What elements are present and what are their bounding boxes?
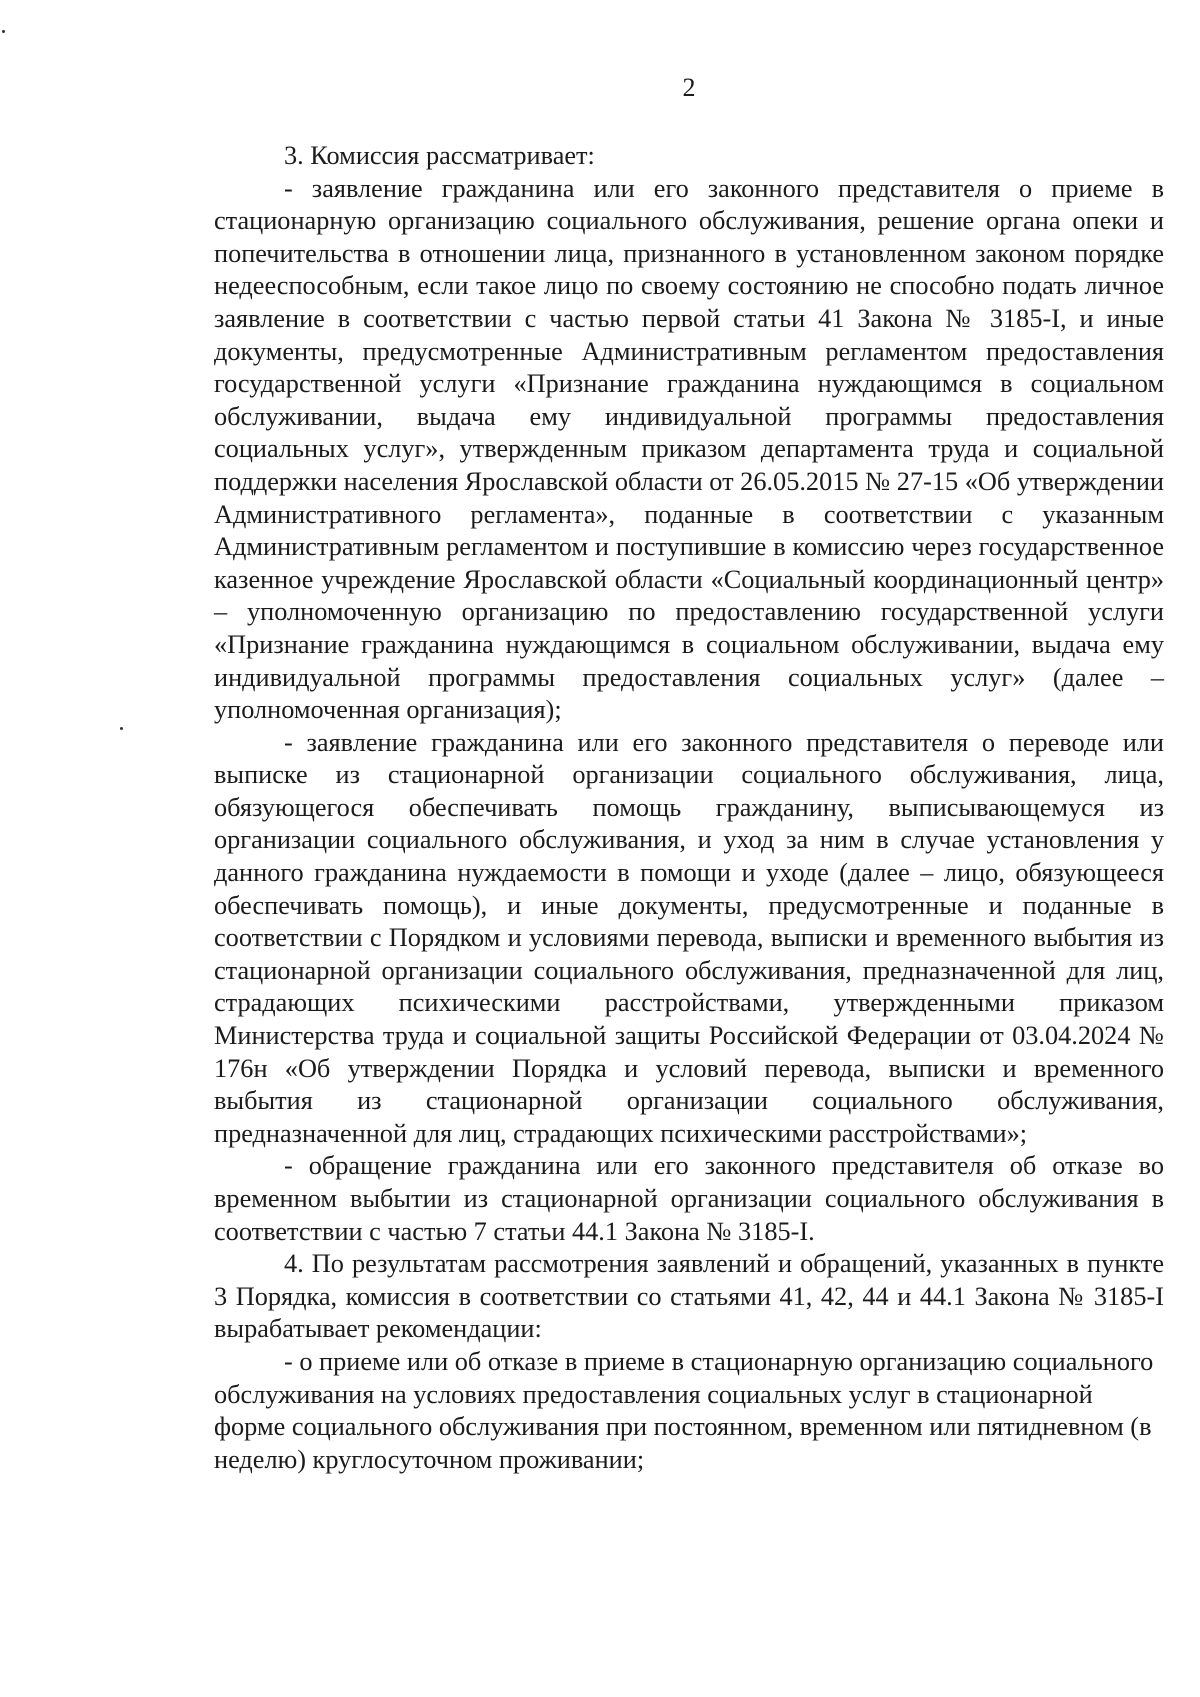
paragraph-refusal-appeal: - обращение гражданина или его законного представителя об отказе во временном выбытии из стационарной организации социального обслуживания в соответствии с частью 7 статьи 44.1 Закона № 3185-I. (214, 1151, 1164, 1246)
scan-speck (2, 30, 5, 33)
document-body (214, 140, 1164, 1476)
scan-speck (120, 727, 123, 730)
paragraph-transfer-application: - заявление гражданина или его законного представителя о переводе или выписке из стационарной организации социального обслуживания, лица, обязующегося обеспечивать помощь гражданину, выписывающемуся из организации социального обслуживания, и уход за ним в случае установления у данного гражданина нуждаемости в помощи и уходе (далее – лицо, обязующееся обеспечивать помощь), и иные документы, предусмотренные и поданные в соответствии с Порядком и условиями перевода, выписки и временного выбытия из стационарной организации социального обслуживания, предназначенной для лиц, страдающих психическими расстройствами, утвержденными приказом Министерства труда и социальной защиты Российской Федерации от 03.04.2024 № 176н «Об утверждении Порядка и условий перевода, выписки и временного выбытия из стационарной организации социального обслуживания, предназначенной для лиц, страдающих психическими расстройствами»; (214, 727, 1164, 1148)
page-number: 2 (682, 73, 696, 102)
section-3-heading: 3. Комиссия рассматривает: (284, 141, 595, 170)
paragraph-admission-application: - заявление гражданина или его законного представителя о приеме в стационарную организацию социального обслуживания, решение органа опеки и попечительства в отношении лица, признанного в установленном законом порядке недееспособным, если такое лицо по своему состоянию не способно подать личное заявление в соответствии с частью первой статьи 41 Закона № 3185-I, и иные документы, предусмотренные Административным регламентом предоставления государственной услуги «Признание гражданина нуждающимся в социальном обслуживании, выдача ему индивидуальной программы предоставления социальных услуг», утвержденным приказом департамента труда и социальной поддержки населения Ярославской области от 26.05.2015 № 27-15 «Об утверждении Административного регламента», поданные в соответствии с указанным Административным регламентом и поступившие в комиссию через государственное казенное учреждение Ярославской области «Социальный координационный центр» – уполномоченную организацию по предоставлению государственной услуги «Признание гражданина нуждающимся в социальном обслуживании, выдача ему индивидуальной программы предоставления социальных услуг» (далее – уполномоченная организация); (214, 173, 1164, 725)
section-4-paragraph: 4. По результатам рассмотрения заявлений и обращений, указанных в пункте 3 Порядка, комиссия в соответствии со статьями 41, 42, 44 и 44.1 Закона № 3185-I вырабатывает рекомендации: (214, 1249, 1164, 1344)
paragraph-admission-recommendation: - о приеме или об отказе в приеме в стационарную организацию социального обслуживания на условиях предоставления социальных услуг в стационарной форме социального обслуживания при постоянном, временном или пятидневном (в неделю) круглосуточном проживании; (214, 1346, 1154, 1474)
